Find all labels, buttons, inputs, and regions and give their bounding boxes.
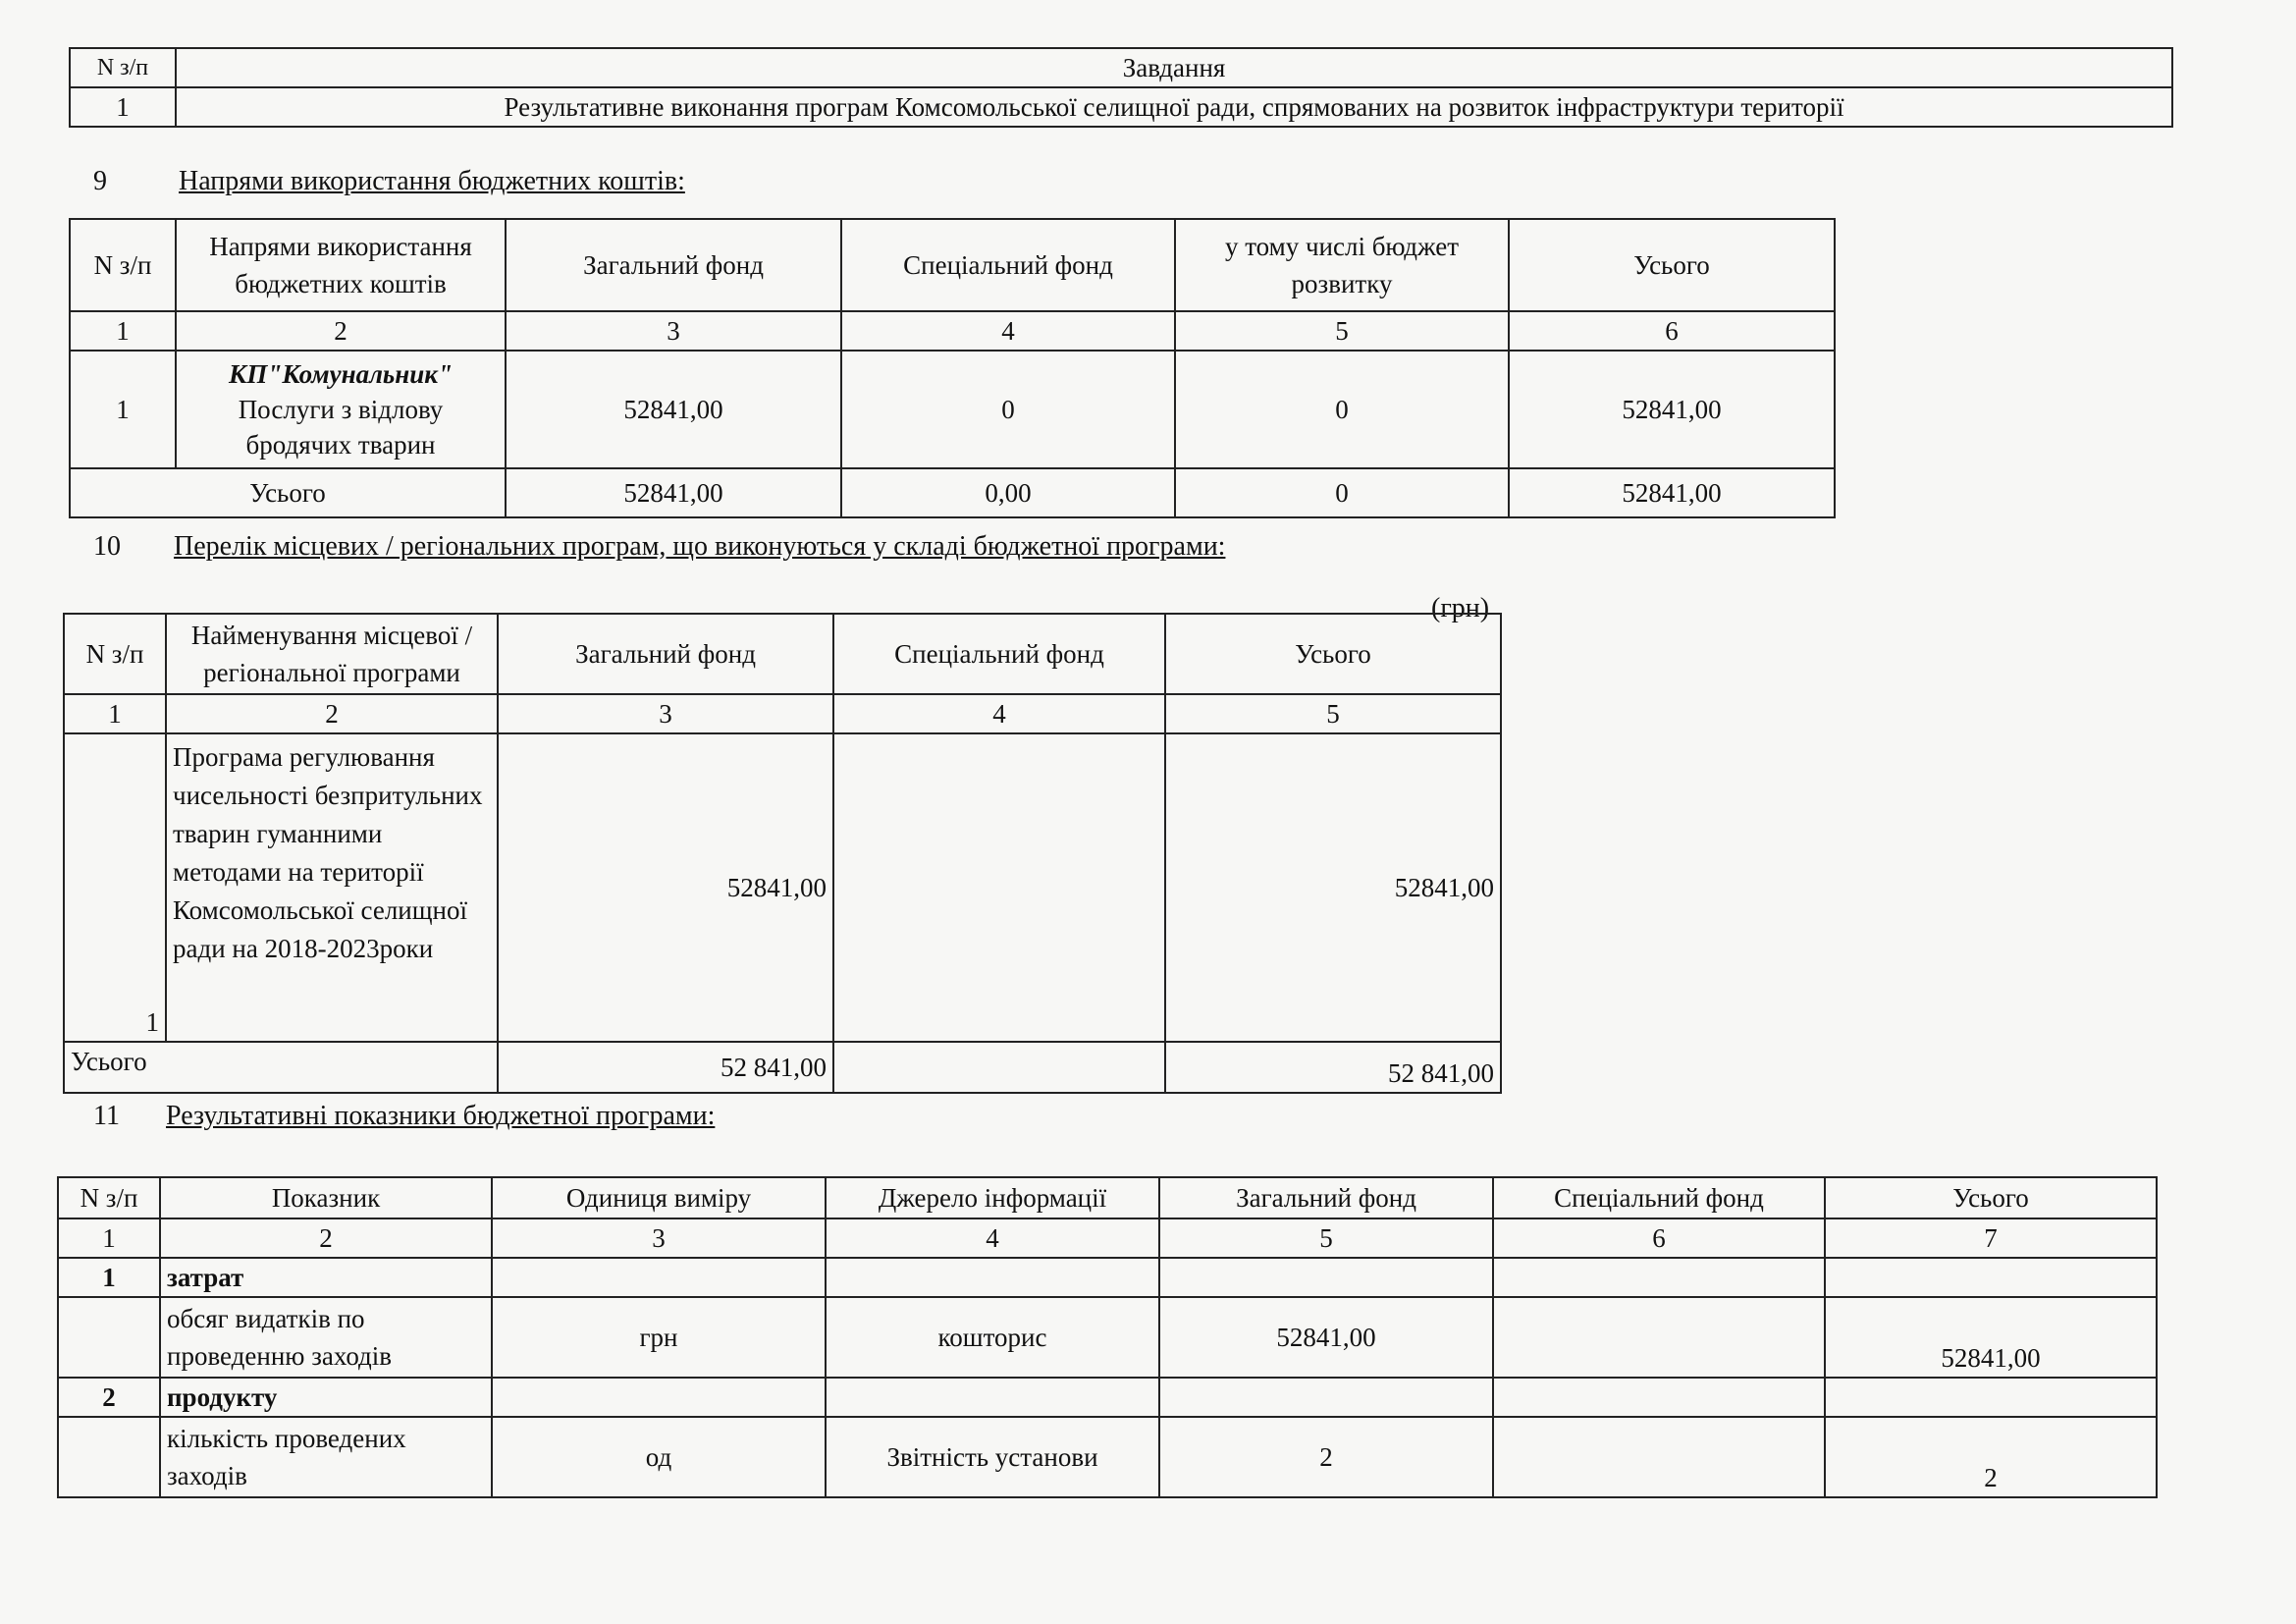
s9-header-total: Усього: [1509, 219, 1835, 311]
task-row-text: Результативне виконання програм Комсомольської селищної ради, спрямованих на розвиток інфраструктури території: [176, 87, 2172, 127]
table-row: [58, 1258, 2157, 1297]
section-9-heading: [93, 165, 1075, 200]
s11-colnum: 1: [58, 1218, 160, 1258]
s10-row-special: [833, 733, 1165, 1042]
s10-colnum: 4: [833, 694, 1165, 733]
s11-header-indicator: Показник: [160, 1177, 492, 1218]
s11-group-1-general: 52841,00: [1159, 1297, 1493, 1378]
s9-total-general: 52841,00: [506, 468, 841, 517]
s9-header-no: N з/п: [70, 219, 176, 311]
s11-colnum: 3: [492, 1218, 826, 1258]
s9-colnum: 4: [841, 311, 1175, 351]
table-row: [58, 1378, 2157, 1417]
task-table: [69, 47, 2173, 128]
s9-header-special: Спеціальний фонд: [841, 219, 1175, 311]
s11-header-no: N з/п: [58, 1177, 160, 1218]
s11-header-source: Джерело інформації: [826, 1177, 1159, 1218]
s9-row-org: КП"Комунальник": [229, 359, 453, 389]
section-9-title: Напрями використання бюджетних коштів:: [179, 166, 685, 196]
s11-header-total: Усього: [1825, 1177, 2157, 1218]
s10-row-general: 52841,00: [498, 733, 833, 1042]
section-11-heading: [93, 1100, 1075, 1135]
s10-header-total: Усього: [1165, 614, 1501, 694]
s9-colnum: 1: [70, 311, 176, 351]
table-row: [64, 733, 1501, 1042]
s9-total-total: 52841,00: [1509, 468, 1835, 517]
s9-colnum: 2: [176, 311, 506, 351]
s10-header-general: Загальний фонд: [498, 614, 833, 694]
s9-row-name: Послуги з відлову бродячих тварин: [238, 395, 444, 460]
s11-colnum: 6: [1493, 1218, 1825, 1258]
section-10-title: Перелік місцевих / регіональних програм, що виконуються у складі бюджетної програми:: [174, 531, 1226, 562]
section-11-title: Результативні показники бюджетної програми:: [166, 1101, 716, 1131]
s10-row-name: Програма регулювання чисельності безпритульних тварин гуманними методами на території Комсомольської селищної ради на 2018-2023роки: [166, 733, 498, 1042]
table-row: [70, 468, 1835, 517]
s11-header-unit: Одиниця виміру: [492, 1177, 826, 1218]
s11-group-1-indicator: обсяг видатків по проведенню заходів: [160, 1297, 492, 1378]
s9-row-special: 0: [841, 351, 1175, 468]
s10-total-special: [833, 1042, 1165, 1093]
s11-group-2-source: Звітність установи: [826, 1417, 1159, 1497]
s10-colnum: 2: [166, 694, 498, 733]
s11-group-2-no: 2: [58, 1378, 160, 1417]
s9-row-total: 52841,00: [1509, 351, 1835, 468]
s10-total-total: 52 841,00: [1165, 1042, 1501, 1093]
s9-total-label: Усього: [70, 468, 506, 517]
s11-colnum: 5: [1159, 1218, 1493, 1258]
s11-colnum: 4: [826, 1218, 1159, 1258]
s10-colnum: 1: [64, 694, 166, 733]
table-row: [64, 1042, 1501, 1093]
s11-group-2-total: 2: [1825, 1417, 2157, 1497]
s9-total-special: 0,00: [841, 468, 1175, 517]
s10-total-label: Усього: [64, 1042, 498, 1093]
s9-colnum: 5: [1175, 311, 1509, 351]
section-9-number: 9: [93, 166, 107, 196]
s10-row-total: 52841,00: [1165, 733, 1501, 1042]
s10-total-general: 52 841,00: [498, 1042, 833, 1093]
s10-header-no: N з/п: [64, 614, 166, 694]
s9-header-development: у тому числі бюджет розвитку: [1175, 219, 1509, 311]
s10-header-special: Спеціальний фонд: [833, 614, 1165, 694]
section-10-number: 10: [93, 531, 121, 562]
s10-colnum: 5: [1165, 694, 1501, 733]
s9-colnum: 3: [506, 311, 841, 351]
s11-group-2-special: [1493, 1417, 1825, 1497]
s11-group-1-total: 52841,00: [1825, 1297, 2157, 1378]
s11-header-special: Спеціальний фонд: [1493, 1177, 1825, 1218]
s10-row-no: 1: [64, 733, 166, 1042]
s9-row-general: 52841,00: [506, 351, 841, 468]
s9-row-development: 0: [1175, 351, 1509, 468]
s11-header-general: Загальний фонд: [1159, 1177, 1493, 1218]
s11-colnum: 2: [160, 1218, 492, 1258]
s9-row-no: 1: [70, 351, 176, 468]
s9-row-name-cell: [176, 351, 506, 468]
s11-group-1-unit: грн: [492, 1297, 826, 1378]
section-10-heading: [93, 530, 1566, 566]
s9-header-general: Загальний фонд: [506, 219, 841, 311]
section-10-unit: (грн): [1431, 593, 1490, 623]
header-task: Завдання: [176, 48, 2172, 87]
s11-group-1-no: 1: [58, 1258, 160, 1297]
s9-total-development: 0: [1175, 468, 1509, 517]
task-row-no: 1: [70, 87, 176, 127]
s11-group-2-name: продукту: [160, 1378, 492, 1417]
section-10-table: [63, 613, 1502, 1094]
s11-group-1-name: затрат: [160, 1258, 492, 1297]
s11-group-2-indicator: кількість проведених заходів: [160, 1417, 492, 1497]
s11-group-1-source: кошторис: [826, 1297, 1159, 1378]
table-row: [58, 1417, 2157, 1497]
s11-group-2-unit: од: [492, 1417, 826, 1497]
table-row: [58, 1297, 2157, 1378]
s10-colnum: 3: [498, 694, 833, 733]
s11-group-2-general: 2: [1159, 1417, 1493, 1497]
section-11-number: 11: [93, 1101, 120, 1131]
s10-header-name: Найменування місцевої / регіональної програми: [166, 614, 498, 694]
section-11-table: [57, 1176, 2158, 1498]
s9-colnum: 6: [1509, 311, 1835, 351]
section-9-table: [69, 218, 1836, 518]
s9-header-directions: Напрями використання бюджетних коштів: [176, 219, 506, 311]
s11-group-1-special: [1493, 1297, 1825, 1378]
table-row: [70, 351, 1835, 468]
s11-colnum: 7: [1825, 1218, 2157, 1258]
header-no: N з/п: [70, 48, 176, 87]
